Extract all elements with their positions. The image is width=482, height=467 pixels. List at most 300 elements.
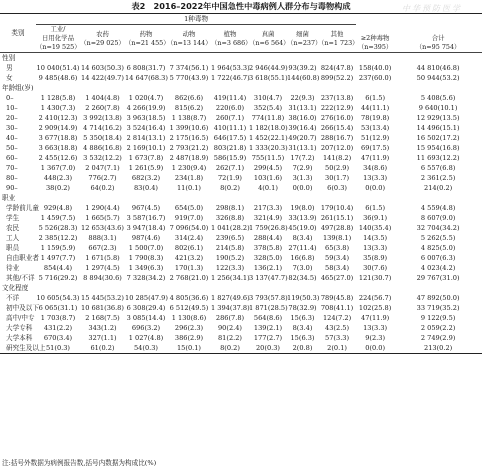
row-label: 其他/不详 [6,274,35,282]
table-cell: 139(2.1) [253,324,283,332]
one-poison-header: 1种毒物 [36,14,356,25]
table-cell: 1 759(26.8) [249,224,288,232]
table-cell: 141(8.2) [322,154,352,162]
table-cell: 352(5.4) [253,104,283,112]
table-cell: 47 892(50.0) [416,294,460,302]
table-cell: 1 430(7.3) [40,104,76,112]
table-cell: 2 169(10.1) [126,144,166,152]
table-cell: 1 128(5.8) [40,94,76,102]
table-cell: 5 350(18.4) [83,134,122,142]
table-cell: 57(3.3) [325,334,350,342]
table-cell: 13(3.3) [363,174,388,182]
category-header: 类别 [0,14,36,53]
table-cell: 266(15.4) [320,124,354,132]
table-cell: 8(3.4) [292,234,313,242]
table-cell: 1 790(8.3) [128,254,164,262]
table-cell: 419(11.4) [213,94,247,102]
table-cell: 670(3.4) [43,334,73,342]
table-cell: 3 992(13.8) [83,114,122,122]
table-cell: 8(0.2) [220,184,240,192]
table-cell: 50(2.9) [325,164,350,172]
table-cell: 314(2.4) [174,234,204,242]
table-cell: 15 954(16.8) [416,144,460,152]
table-cell: 51(0.3) [36,343,80,354]
table-cell: 15(6.3) [290,314,315,322]
table-cell: 38(0.2) [45,184,71,192]
column-label: 真菌 [261,29,275,38]
table-cell: 19(8.0) [290,204,315,212]
table-cell: 64(0.2) [90,184,115,192]
table-cell: 4 825(5.0) [420,244,456,252]
table-cell: 646(17.5) [213,134,247,142]
table-cell: 667(2.3) [88,244,117,252]
row-label: 80– [6,174,18,182]
table-cell: 8(0.2) [211,343,249,354]
column-header [287,25,322,53]
table-cell: 15 445(53.2) [81,294,124,302]
table-cell: 5 716(29.2) [38,274,78,282]
table-cell: 102(25.8) [358,304,392,312]
table-cell: 1 673(7.8) [128,154,164,162]
table-cell: 2 768(21.0) [169,274,209,282]
table-cell: 2 410(12.3) [38,114,78,122]
section-title: 文化程度 [2,284,29,292]
table-cell: 54(0.3) [125,343,167,354]
table-cell: 2 793(21.2) [169,144,209,152]
table-cell: 2 814(13.1) [126,134,166,142]
total-header [394,14,482,53]
table-cell: 824(47.8) [320,64,354,72]
section-title: 性别 [2,54,16,62]
table-cell: 3 663(18.8) [38,144,78,152]
column-n: （n=395） [357,43,393,51]
table-row [0,253,482,263]
table-cell: 3(1.3) [292,174,313,182]
table-cell: 7 328(34.2) [126,274,166,282]
row-label: 90– [6,184,18,192]
table-cell: 1 261(5.9) [128,164,164,172]
table-cell: 431(2.2) [43,324,73,332]
table-cell: 6(1.5) [365,204,386,212]
column-header [167,25,211,53]
table-row [0,153,482,163]
table-cell: 78(32.9) [288,304,317,312]
table-cell: 3 524(16.4) [126,124,166,132]
table-cell: 51(12.9) [361,134,390,142]
table-cell: 1 404(4.8) [85,94,120,102]
row-label: 工人 [6,234,20,242]
table-cell: 237(60.0) [358,74,392,82]
table-cell: 2 175(16.5) [169,134,209,142]
table-cell: 144(60.8) [287,74,320,82]
table-cell: 72(1.9) [217,174,243,182]
column-n: （n=21 455） [125,38,170,47]
table-cell: 93(39.2) [288,64,317,72]
table-cell: 3 618(55.1) [249,74,288,82]
table-cell: 708(41.1) [320,304,354,312]
table-cell: 121(30.7) [358,274,392,282]
table-cell: 6 308(29.4) [126,304,166,312]
table-cell: 987(4.6) [131,234,161,242]
table-cell: 213(0.2) [394,343,482,354]
table-cell: 16 502(17.2) [416,134,460,142]
row-label: 职员 [6,244,20,252]
table-cell: 9 485(48.6) [38,74,78,82]
table-cell: 1 827(49.6) [211,294,250,302]
row-label: 自由职业者 [6,254,39,262]
table-cell: 9 122(9.5) [420,314,456,322]
table-cell: 1 399(10.6) [169,124,209,132]
table-cell: 35(8.9) [363,254,388,262]
table-cell: 36(9.1) [363,214,388,222]
column-n: （n=237） [287,38,322,47]
table-cell: 0(0.0) [365,184,386,192]
table-cell: 1 964(53.3) [211,64,250,72]
table-cell: 16(6.8) [290,254,315,262]
table-cell: 2(0.1) [318,343,356,354]
table-cell: 47(11.9) [361,314,390,322]
table-cell: 69(17.5) [361,144,390,152]
column-n: （n=6 564） [249,38,290,47]
table-cell: 136(2.1) [253,264,283,272]
table-cell: 59(3.4) [325,254,350,262]
table-cell: 3 963(18.5) [126,114,166,122]
table-cell: 179(10.4) [320,204,354,212]
table-cell: 919(7.0) [174,214,204,222]
table-cell: 65(3.8) [325,244,350,252]
table-cell: 299(4.5) [253,164,283,172]
row-label: 男 [6,64,13,72]
row-label: 70– [6,164,18,172]
column-n: （n=29 025） [80,38,125,47]
table-cell: 47(11.9) [361,154,390,162]
table-cell: 1 256(34.1) [211,274,250,282]
table-cell: 58(3.4) [325,264,350,272]
section-header-row [0,283,482,293]
table-cell: 11 693(12.2) [416,154,460,162]
row-label: 学生 [6,214,20,222]
table-cell: 2 385(12.2) [38,234,78,242]
table-cell: 9 640(10.1) [418,104,458,112]
table-cell: 10 681(36.8) [81,304,124,312]
table-cell: 1 722(46.7) [211,74,250,82]
row-label: 不详 [6,294,20,302]
table-cell: 17(7.2) [290,154,315,162]
table-cell: 177(2.7) [253,334,283,342]
table-cell: 2 361(2.5) [420,174,456,182]
table-cell: 1 497(7.7) [40,254,76,262]
column-label: ≥2种毒物 [360,34,390,42]
row-label: 高中/中专 [6,314,35,322]
table-cell: 326(8.8) [215,214,245,222]
table-cell: 27(11.4) [288,244,317,252]
row-label: 农民 [6,224,20,232]
row-label: 0– [6,94,14,102]
header-row-top [0,14,482,25]
table-cell: 298(8.1) [215,204,245,212]
row-label: 大学专科 [6,324,33,332]
table-row [0,173,482,183]
column-label: 工业/ [50,25,66,33]
table-cell: 774(11.8) [251,114,285,122]
table-cell: 1 230(9.4) [171,164,207,172]
table-cell: 1 349(6.3) [128,264,164,272]
table-cell: 237(13.8) [320,94,354,102]
table-cell: 586(15.9) [213,154,247,162]
table-cell: 33(13.9) [288,214,317,222]
table-cell: 61(0.2) [80,343,125,354]
table-cell: 139(8.1) [322,234,352,242]
table-cell: 78(19.8) [361,114,390,122]
table-cell: 83(0.4) [133,184,159,192]
table-caption: 表2 2016–2022年中国急性中毒病例人群分布与毒物构成 [131,1,351,11]
table-cell: 410(11.1) [213,124,247,132]
table-row [0,213,482,223]
table-cell: 32 704(34.2) [416,224,460,232]
table-cell: 888(3.1) [88,234,117,242]
row-label: 学龄前儿童 [6,204,39,212]
table-cell: 6 808(31.7) [126,64,166,72]
table-cell: 10 040(51.4) [36,64,80,72]
table-cell: 207(12.0) [320,144,354,152]
table-cell: 7(3.0) [292,264,313,272]
table-cell: 1 020(4.7) [128,94,164,102]
table-cell: 1 182(18.0) [249,124,288,132]
row-label: 50– [6,144,18,152]
table-cell: 3 793(57.8) [249,294,288,302]
table-cell: 140(35.4) [358,224,392,232]
column-n: （n=19 525） [36,43,81,51]
table-cell: 1 500(7.0) [128,244,164,252]
table-cell: 5 408(5.6) [420,94,456,102]
section-header-row [0,53,482,64]
table-cell: 8(3.4) [292,324,313,332]
table-row [0,313,482,323]
table-cell: 4 266(19.9) [126,104,166,112]
table-cell: 15(0.1) [167,343,211,354]
poisoning-distribution-table [0,13,482,354]
table-cell: 815(6.2) [174,104,204,112]
table-cell: 1 130(8.6) [171,314,207,322]
row-label: 10– [6,104,18,112]
table-row [0,183,482,193]
column-label: 植物 [223,29,237,38]
table-cell: 802(6.1) [174,244,204,252]
table-cell: 170(1.3) [174,264,204,272]
row-label: 40– [6,134,18,142]
table-cell: 7 374(56.1) [169,64,209,72]
table-cell: 2 487(18.9) [169,154,209,162]
table-cell: 6 557(6.8) [420,164,456,172]
table-cell: 222(12.9) [320,104,354,112]
table-row [0,93,482,103]
table-cell: 0(0.0) [292,184,313,192]
table-row [0,103,482,113]
table-cell: 224(56.7) [358,294,392,302]
column-label: 药物 [139,29,153,38]
table-cell: 2 260(7.8) [85,104,120,112]
column-header [80,25,125,53]
table-row [0,133,482,143]
table-row [0,63,482,73]
table-cell: 1 871(28.5) [249,304,288,312]
table-cell: 321(4.9) [253,214,283,222]
table-cell: 14 603(50.3) [81,64,124,72]
table-cell: 2 059(2.2) [420,324,456,332]
table-cell: 1 703(8.7) [40,314,76,322]
row-label: 30– [6,124,18,132]
table-cell: 2 168(7.5) [85,314,120,322]
table-cell: 14 647(68.3) [125,74,168,82]
table-cell: 82(34.5) [288,274,317,282]
table-cell: 34(8.6) [363,164,388,172]
column-header [125,25,170,53]
table-cell: 122(3.3) [215,264,245,272]
table-cell: 755(11.5) [251,154,285,162]
table-cell: 81(2.2) [217,334,243,342]
table-cell: 3 587(16.7) [126,214,166,222]
table-cell: 1 671(5.8) [85,254,120,262]
table-cell: 0(0.0) [356,343,394,354]
table-cell: 33 719(35.2) [416,304,460,312]
table-cell: 1 041(28.2) [211,224,250,232]
column-label: 农药 [96,29,109,38]
table-cell: 8 894(30.6) [83,274,122,282]
table-row [0,263,482,273]
table-cell: 789(45.8) [320,294,354,302]
table-cell: 6(1.5) [365,94,386,102]
table-cell: 1 367(7.0) [40,164,76,172]
table-cell: 1 452(22.1) [249,134,288,142]
table-cell: 30(1.7) [325,174,350,182]
table-cell: 214(0.2) [424,184,453,192]
table-cell: 158(40.0) [358,64,392,72]
table-cell: 378(5.8) [253,244,283,252]
table-cell: 286(7.8) [215,314,245,322]
table-cell: 20(0.3) [249,343,287,354]
table-cell: 12 653(43.6) [81,224,124,232]
row-label: 20– [6,114,18,122]
table-row [0,113,482,123]
multi-poison-header [356,14,394,53]
table-cell: 421(3.2) [174,254,204,262]
table-cell: 190(5.2) [215,254,245,262]
table-cell: 6 512(49.5) [169,304,209,312]
table-cell: 50 944(53.2) [416,74,460,82]
table-cell: 497(28.8) [320,224,354,232]
journal-watermark-logo: 中华预防医学 [402,4,462,13]
table-cell: 1 459(7.5) [40,214,76,222]
table-cell: 1 290(4.4) [85,204,120,212]
table-row [0,273,482,283]
table-cell: 899(52.2) [320,74,354,82]
row-label: 待业 [6,264,20,272]
table-cell: 260(7.1) [215,114,245,122]
table-cell: 327(1.1) [88,334,117,342]
row-label: 初中及以下 [6,304,39,312]
table-cell: 103(1.6) [253,174,283,182]
table-footnote: 注:括号外数据为病例报告数,括号内数据为构成比(%) [2,459,157,467]
table-cell: 234(1.8) [174,174,204,182]
table-cell: 328(5.0) [253,254,283,262]
table-cell: 239(6.5) [215,234,245,242]
table-cell: 4 023(4.2) [420,264,456,272]
table-cell: 310(4.7) [253,94,283,102]
column-label: 细菌 [296,29,309,38]
table-cell: 803(21.8) [213,144,247,152]
table-row [0,343,482,354]
column-label: 其他 [330,29,344,38]
column-header [211,25,252,53]
table-cell: 1 394(37.8) [211,304,250,312]
table-cell: 564(8.6) [253,314,283,322]
table-row [0,163,482,173]
table-cell: 7(2.9) [292,164,313,172]
table-cell: 6 007(6.3) [420,254,456,262]
table-cell: 44(11.1) [361,104,390,112]
table-cell: 22(9.3) [290,94,315,102]
table-cell: 6(0.3) [327,184,347,192]
table-cell: 15(6.3) [290,334,315,342]
table-cell: 854(4.4) [43,264,73,272]
section-header-row [0,193,482,203]
table-cell: 696(3.2) [131,324,161,332]
table-cell: 124(7.2) [322,314,352,322]
table-cell: 343(1.2) [88,324,117,332]
table-cell: 7 096(54.0) [169,224,209,232]
table-cell: 29 767(31.0) [416,274,460,282]
table-cell: 90(2.4) [217,324,243,332]
table-cell: 6 065(31.1) [38,304,78,312]
table-cell: 776(2.7) [88,174,117,182]
table-cell: 862(6.6) [174,94,204,102]
column-n: （n=1 723） [318,38,359,47]
table-cell: 38(16.0) [288,114,317,122]
table-cell: 1 665(5.7) [85,214,120,222]
table-cell: 5 770(43.9) [169,74,209,82]
table-row [0,233,482,243]
table-cell: 8 607(9.0) [420,214,456,222]
table-cell: 3 947(18.4) [126,224,166,232]
table-cell: 5 526(28.3) [38,224,78,232]
row-label: 女 [6,74,13,82]
table-cell: 2 909(14.9) [38,124,78,132]
table-cell: 214(5.8) [215,244,245,252]
column-header [318,25,359,53]
table-row [0,223,482,233]
table-cell: 288(4.4) [253,234,283,242]
table-cell: 262(7.1) [215,164,245,172]
table-cell: 288(16.7) [320,134,354,142]
table-cell: 5 262(5.5) [420,234,456,242]
table-cell: 2 455(12.6) [38,154,78,162]
table-cell: 4 714(16.2) [83,124,122,132]
section-title: 年龄组(岁) [2,84,34,92]
column-label: 日用化学品 [42,34,74,42]
table-cell: 1 027(4.8) [128,334,164,342]
table-cell: 2(0.8) [287,343,318,354]
table-cell: 13(3.3) [363,324,388,332]
table-row [0,333,482,343]
table-row [0,73,482,83]
table-cell: 682(3.2) [131,174,161,182]
table-row [0,143,482,153]
table-cell: 10 285(47.9) [125,294,168,302]
table-cell: 261(15.1) [320,214,354,222]
table-cell: 217(3.3) [253,204,283,212]
table-cell: 49(20.7) [288,134,317,142]
table-cell: 12 929(13.5) [416,114,460,122]
